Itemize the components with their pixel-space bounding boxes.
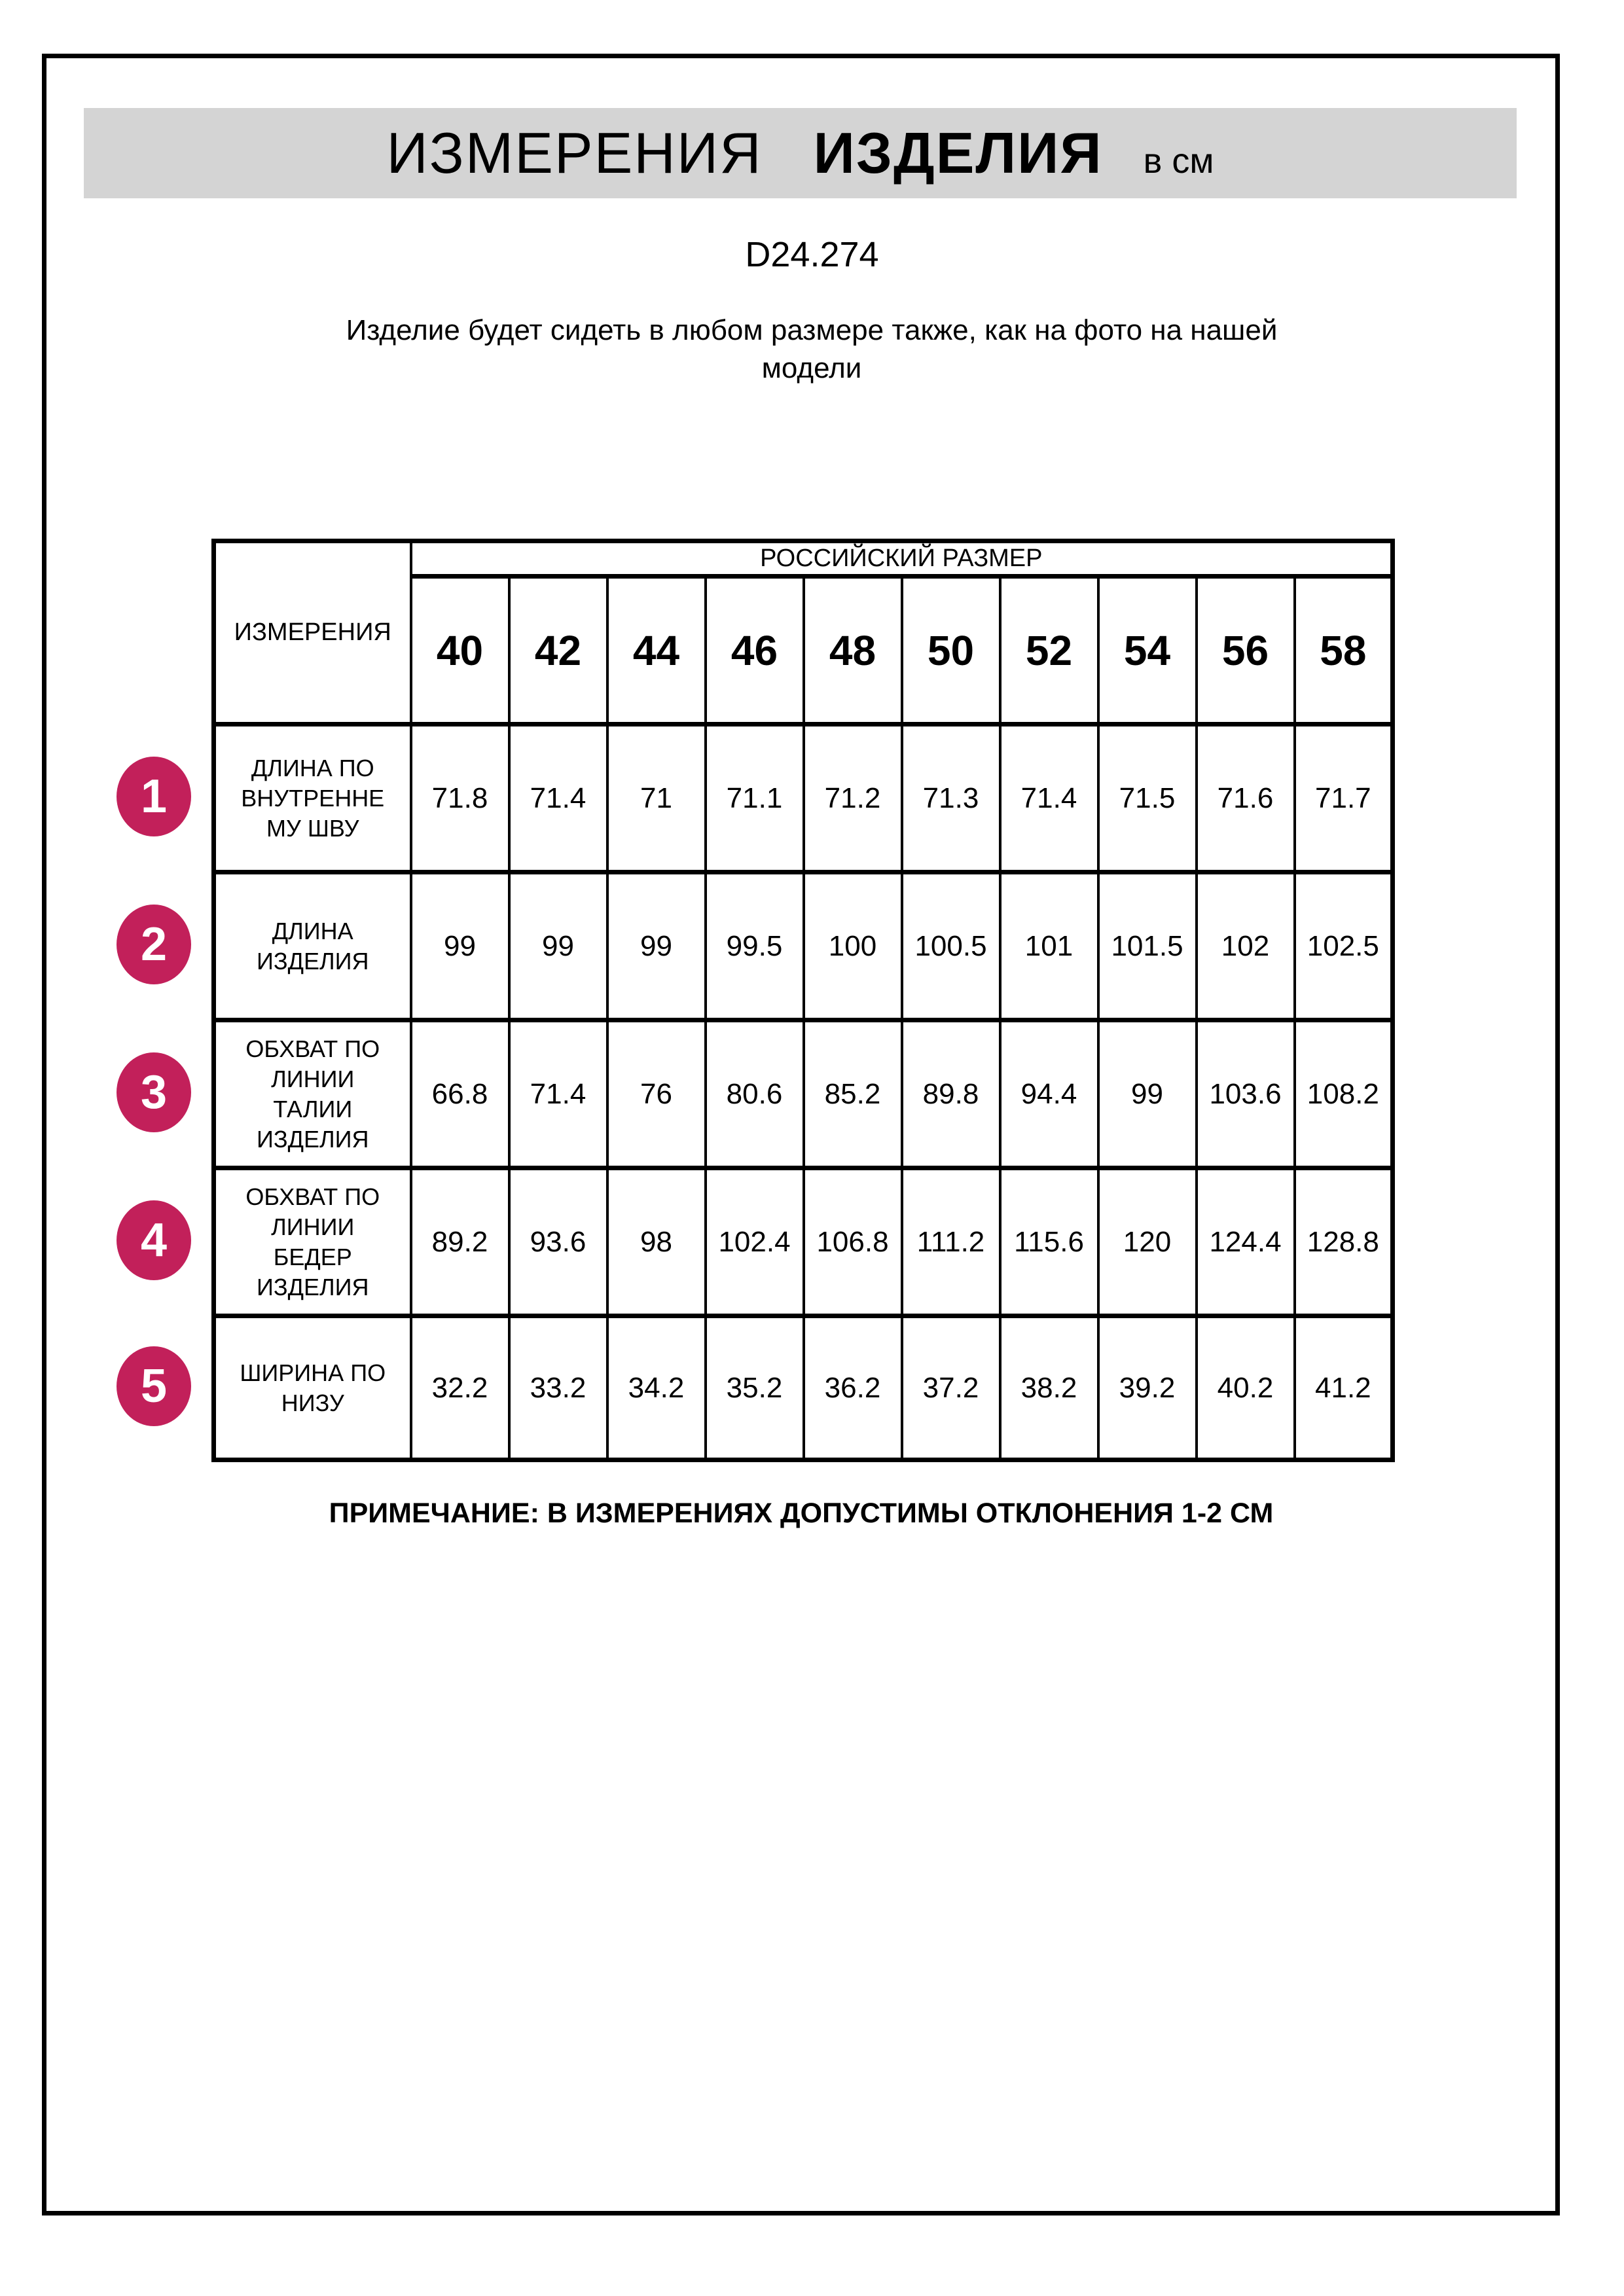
- measurement-value: 66.8: [411, 1020, 509, 1168]
- measurement-value: 80.6: [706, 1020, 804, 1168]
- measurement-value: 102.5: [1295, 872, 1393, 1020]
- measurement-value: 100.5: [902, 872, 1000, 1020]
- measurement-value: 106.8: [804, 1168, 902, 1316]
- measurement-value: 89.2: [411, 1168, 509, 1316]
- row-number-badge: 1: [117, 757, 191, 836]
- measurement-value: 99: [411, 872, 509, 1020]
- table-group-header-row: [214, 541, 1393, 577]
- measurement-value: 93.6: [509, 1168, 607, 1316]
- measurement-value: 103.6: [1197, 1020, 1295, 1168]
- measurement-value: 71.3: [902, 725, 1000, 872]
- size-column-header: 48: [804, 577, 902, 725]
- size-column-header: 58: [1295, 577, 1393, 725]
- row-number-badge: 3: [117, 1052, 191, 1132]
- row-number-badge: 5: [117, 1346, 191, 1426]
- measurement-value: 128.8: [1295, 1168, 1393, 1316]
- measurement-label: ШИРИНА ПО НИЗУ: [214, 1316, 411, 1460]
- size-column-header: 46: [706, 577, 804, 725]
- measurement-value: 101.5: [1098, 872, 1197, 1020]
- measurement-row: [214, 1168, 1393, 1316]
- size-column-header: 40: [411, 577, 509, 725]
- measurement-value: 71.2: [804, 725, 902, 872]
- size-column-header: 50: [902, 577, 1000, 725]
- measurement-value: 71.1: [706, 725, 804, 872]
- measurement-value: 120: [1098, 1168, 1197, 1316]
- measurement-value: 98: [607, 1168, 706, 1316]
- tolerance-note: ПРИМЕЧАНИЕ: В ИЗМЕРЕНИЯХ ДОПУСТИМЫ ОТКЛОНЕНИЯ 1-2 СМ: [329, 1498, 1274, 1529]
- measurement-value: 101: [1000, 872, 1098, 1020]
- measurement-value: 71.8: [411, 725, 509, 872]
- measurement-value: 71: [607, 725, 706, 872]
- measurement-value: 39.2: [1098, 1316, 1197, 1460]
- measurement-value: 71.4: [1000, 725, 1098, 872]
- page-title-measurements: ИЗМЕРЕНИЯ: [386, 120, 763, 185]
- title-band: [84, 108, 1517, 198]
- measurements-corner-label: ИЗМЕРЕНИЯ: [214, 541, 411, 725]
- measurement-value: 89.8: [902, 1020, 1000, 1168]
- measurement-value: 37.2: [902, 1316, 1000, 1460]
- row-number-badge: 4: [117, 1200, 191, 1280]
- measurement-label: ОБХВАТ ПО ЛИНИИ ТАЛИИ ИЗДЕЛИЯ: [214, 1020, 411, 1168]
- measurement-value: 99.5: [706, 872, 804, 1020]
- measurement-value: 102: [1197, 872, 1295, 1020]
- measurement-value: 41.2: [1295, 1316, 1393, 1460]
- measurement-value: 99: [1098, 1020, 1197, 1168]
- measurement-row: [214, 1316, 1393, 1460]
- measurement-row: [214, 872, 1393, 1020]
- measurement-value: 99: [607, 872, 706, 1020]
- fit-description: Изделие будет сидеть в любом размере также, как на фото на нашей модели: [346, 314, 1278, 384]
- measurement-value: 32.2: [411, 1316, 509, 1460]
- measurement-value: 100: [804, 872, 902, 1020]
- size-column-header: 42: [509, 577, 607, 725]
- measurement-value: 108.2: [1295, 1020, 1393, 1168]
- measurement-value: 36.2: [804, 1316, 902, 1460]
- size-column-header: 56: [1197, 577, 1295, 725]
- measurement-label: ОБХВАТ ПО ЛИНИИ БЕДЕР ИЗДЕЛИЯ: [214, 1168, 411, 1316]
- page-title-product: ИЗДЕЛИЯ: [813, 120, 1103, 185]
- measurement-value: 85.2: [804, 1020, 902, 1168]
- measurement-value: 115.6: [1000, 1168, 1098, 1316]
- size-column-header: 54: [1098, 577, 1197, 725]
- measurement-row: [214, 725, 1393, 872]
- measurement-value: 35.2: [706, 1316, 804, 1460]
- measurement-label: ДЛИНА ИЗДЕЛИЯ: [214, 872, 411, 1020]
- size-column-header: 52: [1000, 577, 1098, 725]
- measurements-table: [211, 539, 1395, 1462]
- measurement-value: 34.2: [607, 1316, 706, 1460]
- size-column-header: 44: [607, 577, 706, 725]
- russian-size-group-header: РОССИЙСКИЙ РАЗМЕР: [411, 541, 1393, 577]
- measurement-value: 71.5: [1098, 725, 1197, 872]
- measurement-value: 38.2: [1000, 1316, 1098, 1460]
- measurement-value: 102.4: [706, 1168, 804, 1316]
- measurement-value: 71.7: [1295, 725, 1393, 872]
- measurement-value: 124.4: [1197, 1168, 1295, 1316]
- measurement-value: 94.4: [1000, 1020, 1098, 1168]
- product-code: D24.274: [745, 235, 879, 274]
- measurement-value: 40.2: [1197, 1316, 1295, 1460]
- measurement-label: ДЛИНА ПО ВНУТРЕННЕ МУ ШВУ: [214, 725, 411, 872]
- measurement-value: 33.2: [509, 1316, 607, 1460]
- measurement-value: 71.4: [509, 725, 607, 872]
- row-number-badge: 2: [117, 905, 191, 984]
- measurement-value: 76: [607, 1020, 706, 1168]
- measurement-value: 71.6: [1197, 725, 1295, 872]
- measurement-value: 71.4: [509, 1020, 607, 1168]
- measurement-value: 111.2: [902, 1168, 1000, 1316]
- measurement-row: [214, 1020, 1393, 1168]
- page-title-units: в см: [1143, 141, 1214, 181]
- measurement-value: 99: [509, 872, 607, 1020]
